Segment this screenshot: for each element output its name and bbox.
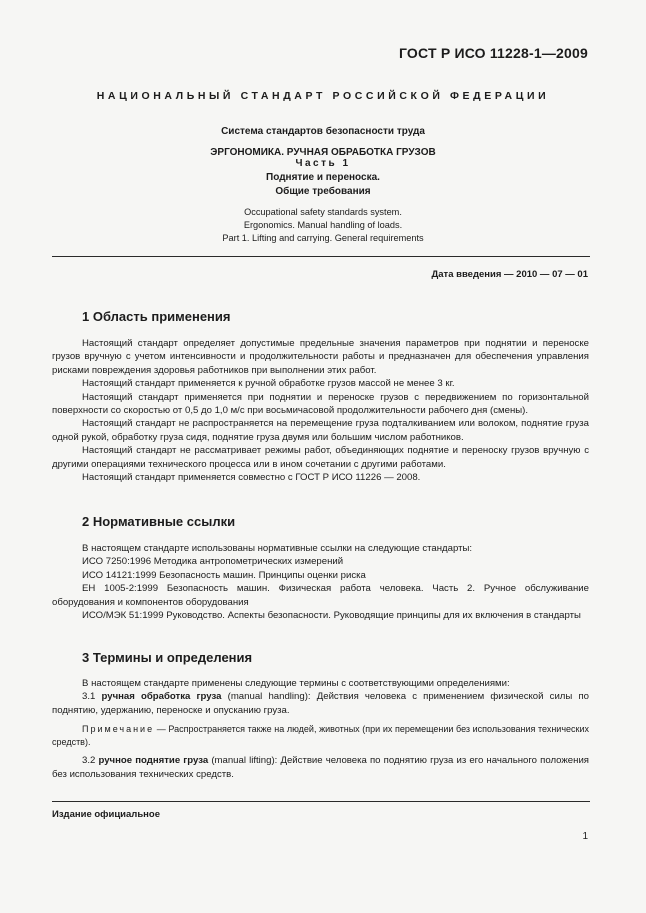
- term-text: (manual lifting): Действие человека по поднятию груза из его начального положения без использования технических средств.: [52, 755, 589, 780]
- official-edition-label: Издание официальное: [52, 809, 160, 820]
- reference-item: ИСО/МЭК 51:1999 Руководство. Аспекты безопасности. Руководящие принципы для их включения в стандарты: [82, 610, 581, 622]
- section-1-body: [52, 337, 589, 484]
- introduction-date: Дата введения — 2010 — 07 — 01: [431, 269, 588, 280]
- national-standard-banner: НАЦИОНАЛЬНЫЙ СТАНДАРТ РОССИЙСКОЙ ФЕДЕРАЦИИ: [96, 90, 550, 102]
- title-divider: [52, 256, 590, 257]
- reference-item: ИСО 14121:1999 Безопасность машин. Принципы оценки риска: [82, 569, 366, 581]
- document-code: ГОСТ Р ИСО 11228-1—2009: [398, 45, 588, 61]
- english-title-line-1: Occupational safety standards system.: [244, 207, 402, 217]
- term-number: 3.2: [82, 755, 96, 767]
- note-text: — Распространяется также на людей, животных (при их перемещении без использования технических средств).: [52, 724, 589, 747]
- section-1-heading: 1 Область применения: [82, 309, 231, 324]
- note: [52, 723, 589, 748]
- term-definition: [52, 754, 589, 781]
- term-definition: [52, 690, 589, 717]
- term-text: (manual handling): Действия человека с применением физической силы по поднятию, удержанию, переноске и опусканию груза.: [52, 691, 589, 716]
- paragraph: В настоящем стандарте применены следующие термины с соответствующими определениями:: [82, 678, 510, 689]
- section-2-body: [52, 542, 589, 622]
- paragraph: Настоящий стандарт определяет допустимые предельные значения параметров при поднятии и переноске грузов вручную с учетом интенсивности и продолжительности работы и предназначен для обеспечения управления рисками повреждения здоровья работников при выполнении этих работ.: [52, 338, 589, 376]
- section-3-body: [52, 677, 589, 781]
- paragraph: Настоящий стандарт применяется совместно с ГОСТ Р ИСО 11226 — 2008.: [82, 472, 421, 484]
- document-part: Часть 1: [295, 158, 351, 169]
- footer-divider: [52, 801, 590, 802]
- paragraph: В настоящем стандарте использованы нормативные ссылки на следующие стандарты:: [82, 543, 473, 554]
- section-3-heading: 3 Термины и определения: [82, 650, 253, 665]
- english-title: [56, 206, 590, 245]
- subtitle-line-2: Общие требования: [275, 186, 371, 197]
- english-title-line-2: Ergonomics. Manual handling of loads.: [243, 220, 403, 230]
- term-name: ручная обработка груза: [101, 691, 222, 703]
- paragraph: Настоящий стандарт применяется к ручной обработке грузов массой не менее 3 кг.: [82, 378, 455, 390]
- section-2-heading: 2 Нормативные ссылки: [82, 514, 236, 529]
- paragraph: Настоящий стандарт не распространяется на перемещение груза подталкиванием или волоком, поднятие груза одной рукой, обработку груза сидя, поднятие груза двумя или большим числом работников.: [52, 418, 589, 443]
- note-label: Примечание: [82, 724, 155, 735]
- document-main-title: ЭРГОНОМИКА. РУЧНАЯ ОБРАБОТКА ГРУЗОВ: [210, 147, 436, 158]
- term-name: ручное поднятие груза: [98, 755, 209, 767]
- reference-item: ЕН 1005-2:1999 Безопасность машин. Физическая работа человека. Часть 2. Ручное обслуживание оборудования и компонентов оборудования: [52, 583, 589, 608]
- english-title-line-3: Part 1. Lifting and carrying. General requirements: [222, 233, 424, 243]
- page-number: 1: [582, 831, 588, 842]
- reference-item: ИСО 7250:1996 Методика антропометрических измерений: [82, 556, 344, 568]
- standards-series-title: Система стандартов безопасности труда: [221, 126, 425, 137]
- term-number: 3.1: [82, 691, 96, 703]
- subtitle-line-1: Поднятие и переноска.: [266, 172, 380, 183]
- paragraph: Настоящий стандарт не рассматривает режимы работ, объединяющих поднятие и переноску грузов вручную с другими операциями технического процесса или в ином сочетании с другими работами.: [52, 445, 589, 470]
- paragraph: Настоящий стандарт применяется при поднятии и переноске грузов с передвижением по горизонтальной поверхности со скоростью от 0,5 до 1,0 м/с при восьмичасовой продолжительности рабочего дня (смены).: [52, 391, 589, 417]
- document-subtitle: [56, 171, 590, 199]
